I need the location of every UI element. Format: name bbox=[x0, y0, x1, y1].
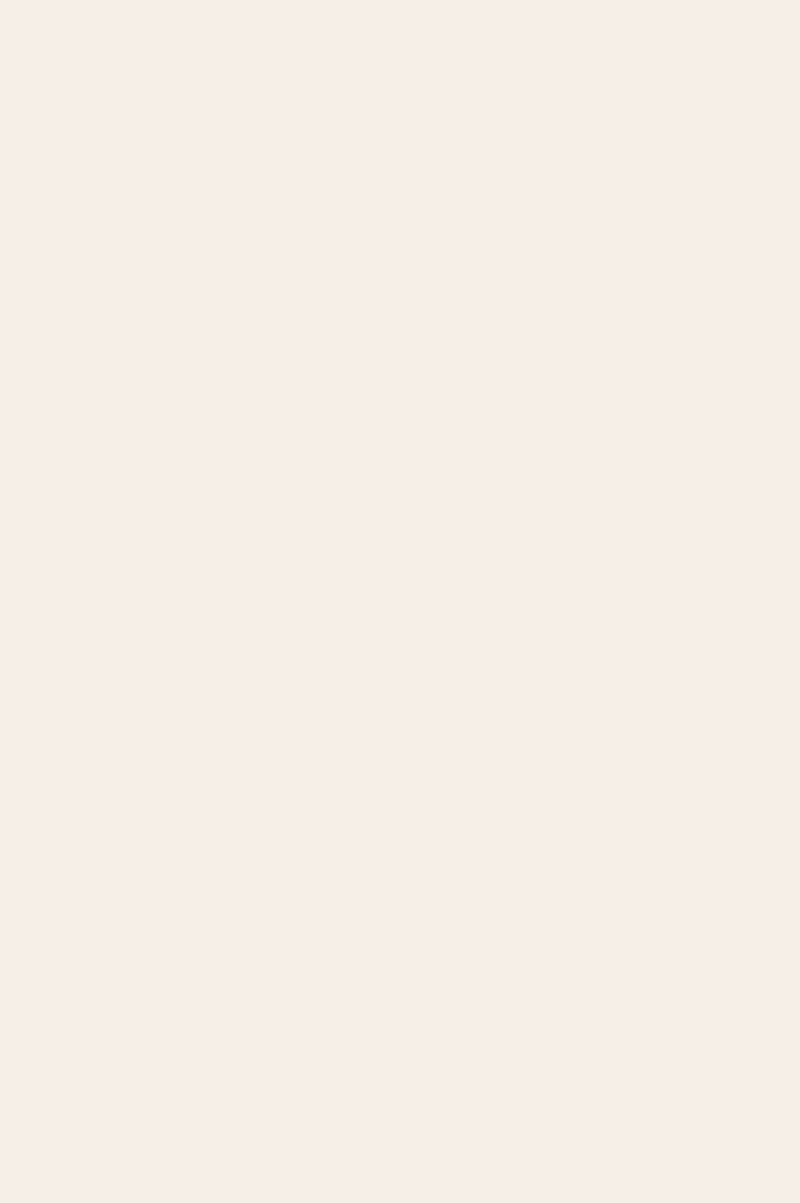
running-head bbox=[68, 12, 760, 48]
